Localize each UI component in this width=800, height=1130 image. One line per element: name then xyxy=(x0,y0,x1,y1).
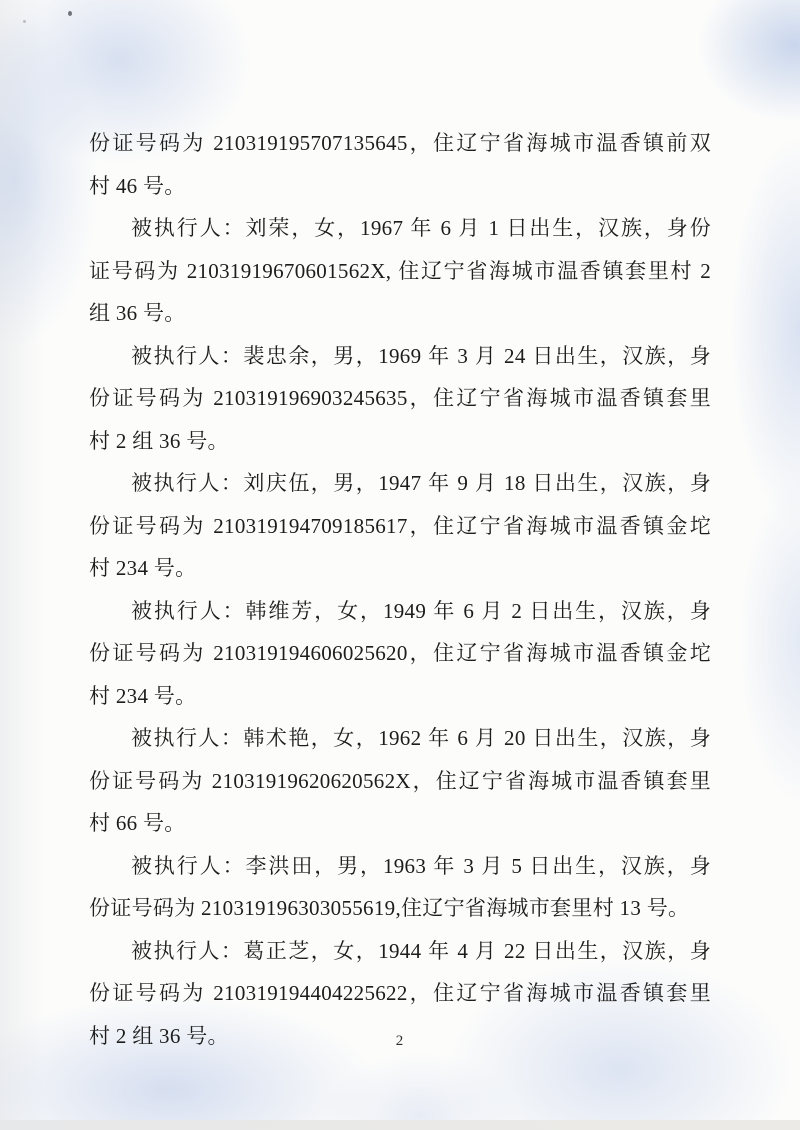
text-line: 被执行人：葛正芝，女，1944 年 4 月 22 日出生，汉族，身 xyxy=(131,938,711,963)
page-number: 2 xyxy=(395,1033,405,1049)
text-line: 村 2 组 36 号。 xyxy=(89,428,229,453)
text-line: 组 36 号。 xyxy=(89,301,186,325)
text-line: 村 66 号。 xyxy=(89,811,186,835)
document-body xyxy=(89,122,711,1057)
paragraph xyxy=(89,335,711,463)
text-line: 份证号码为 210319196903245635，住辽宁省海城市温香镇套里 xyxy=(89,386,711,410)
text-line: 被执行人：韩维芳，女，1949 年 6 月 2 日出生，汉族，身 xyxy=(131,598,711,623)
text-line: 份证号码为 210319194606025620，住辽宁省海城市温香镇金坨 xyxy=(89,641,711,665)
ink-speck xyxy=(23,20,26,23)
paragraph xyxy=(89,845,711,930)
text-line: 村 2 组 36 号。 xyxy=(89,1023,229,1048)
text-line: 证号码为 21031919670601562X, 住辽宁省海城市温香镇套里村 2 xyxy=(89,258,711,283)
text-line: 份证号码为 21031919620620562X，住辽宁省海城市温香镇套里 xyxy=(89,768,711,793)
text-line: 被执行人：韩术艳，女，1962 年 6 月 20 日出生，汉族，身 xyxy=(131,726,711,750)
paragraph xyxy=(89,590,711,718)
text-line: 份证号码为 210319196303055619,住辽宁省海城市套里村 13 号。 xyxy=(89,896,690,920)
text-line: 份证号码为 210319194404225622，住辽宁省海城市温香镇套里 xyxy=(89,981,711,1005)
paragraph xyxy=(89,122,711,207)
scan-bottom-edge xyxy=(0,1120,800,1130)
text-line: 村 234 号。 xyxy=(89,683,197,708)
text-line: 被执行人：刘庆伍，男，1947 年 9 月 18 日出生，汉族，身 xyxy=(131,471,711,495)
ink-speck xyxy=(68,11,72,16)
text-line: 被执行人：裴忠余，男，1969 年 3 月 24 日出生，汉族，身 xyxy=(131,343,711,368)
text-line: 被执行人：李洪田，男，1963 年 3 月 5 日出生，汉族，身 xyxy=(131,853,711,878)
paragraph xyxy=(89,717,711,845)
text-line: 被执行人：刘荣，女，1967 年 6 月 1 日出生，汉族，身份 xyxy=(131,216,711,240)
text-line: 村 234 号。 xyxy=(89,556,197,580)
text-line: 份证号码为 210319195707135645，住辽宁省海城市温香镇前双 xyxy=(89,131,711,155)
text-line: 份证号码为 210319194709185617，住辽宁省海城市温香镇金坨 xyxy=(89,513,711,538)
paragraph xyxy=(89,207,711,335)
paragraph xyxy=(89,462,711,590)
text-line: 村 46 号。 xyxy=(89,173,186,198)
